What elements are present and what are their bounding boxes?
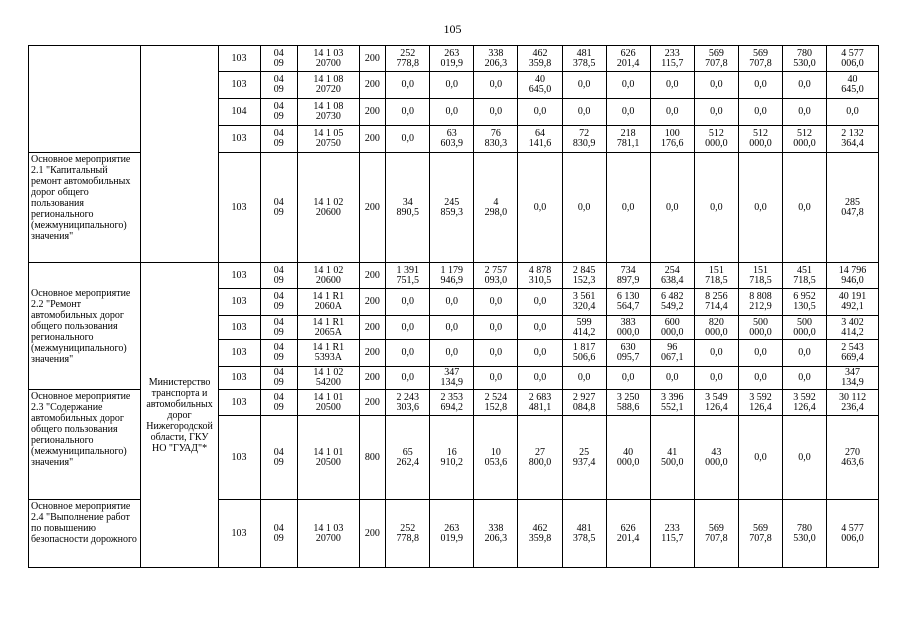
organization-cell: Министерство транспорта и автомобильных дорог Нижегородской области, ГКУ НО "ГУАД"* — [141, 263, 218, 568]
table-cell: 2 683 481,1 — [518, 390, 562, 416]
table-cell: 0,0 — [738, 99, 782, 126]
table-cell: 3 592 126,4 — [783, 390, 827, 416]
table-cell: 103 — [218, 500, 260, 568]
table-cell: 0,0 — [562, 153, 606, 263]
table-cell: 0,0 — [386, 72, 430, 99]
table-cell: 14 1 R1 2065А — [297, 316, 359, 340]
table-cell: 14 1 01 20500 — [297, 416, 359, 500]
table-cell: 40 645,0 — [518, 72, 562, 99]
table-cell: 0,0 — [562, 72, 606, 99]
table-cell: 0,0 — [606, 367, 650, 390]
table-cell: 0,0 — [386, 99, 430, 126]
table-cell: 3 250 588,6 — [606, 390, 650, 416]
table-cell: 233 115,7 — [650, 46, 694, 72]
table-cell: 512 000,0 — [738, 126, 782, 153]
table-cell: 626 201,4 — [606, 500, 650, 568]
table-cell: 103 — [218, 72, 260, 99]
table-cell: 569 707,8 — [738, 500, 782, 568]
table-cell: 512 000,0 — [694, 126, 738, 153]
table-cell: 481 378,5 — [562, 500, 606, 568]
table-cell: 200 — [359, 99, 385, 126]
table-cell: 103 — [218, 46, 260, 72]
table-cell: 462 359,8 — [518, 46, 562, 72]
table-cell: 16 910,2 — [430, 416, 474, 500]
table-cell: 65 262,4 — [386, 416, 430, 500]
table-cell: 103 — [218, 340, 260, 367]
description-m24: Основное мероприятие 2.4 "Выполнение работ по повышению безопасности дорожного — [29, 500, 141, 568]
table-cell: 0,0 — [518, 99, 562, 126]
table-cell: 40 000,0 — [606, 416, 650, 500]
table-cell: 200 — [359, 316, 385, 340]
table-cell: 6 130 564,7 — [606, 289, 650, 316]
table-cell: 569 707,8 — [694, 46, 738, 72]
table-cell: 0,0 — [783, 153, 827, 263]
table-cell: 14 1 03 20700 — [297, 46, 359, 72]
table-cell: 04 09 — [260, 263, 297, 289]
table-cell: 0,0 — [783, 367, 827, 390]
table-cell: 462 359,8 — [518, 500, 562, 568]
table-cell: 0,0 — [474, 340, 518, 367]
table-cell: 451 718,5 — [783, 263, 827, 289]
table-cell: 14 1 02 20600 — [297, 263, 359, 289]
table-cell: 0,0 — [694, 153, 738, 263]
table-cell: 270 463,6 — [827, 416, 879, 500]
description-m22: Основное мероприятие 2.2 "Ремонт автомобильных дорог общего пользования регионального (межмуниципального) значения" — [29, 263, 141, 390]
table-cell: 252 778,8 — [386, 500, 430, 568]
table-cell: 0,0 — [474, 289, 518, 316]
table-cell: 500 000,0 — [783, 316, 827, 340]
table-cell: 14 1 08 20730 — [297, 99, 359, 126]
table-cell: 233 115,7 — [650, 500, 694, 568]
table-cell: 0,0 — [783, 416, 827, 500]
table-cell: 2 524 152,8 — [474, 390, 518, 416]
table-cell: 0,0 — [694, 72, 738, 99]
table-cell: 151 718,5 — [694, 263, 738, 289]
table-cell: 10 053,6 — [474, 416, 518, 500]
table-cell: 0,0 — [783, 340, 827, 367]
table-cell: 14 1 08 20720 — [297, 72, 359, 99]
table-cell: 6 482 549,2 — [650, 289, 694, 316]
table-cell: 0,0 — [827, 99, 879, 126]
table-cell: 0,0 — [518, 316, 562, 340]
description-m23: Основное мероприятие 2.3 "Содержание автомобильных дорог общего пользования регионального (межмуниципального) значения" — [29, 390, 141, 500]
table-cell: 0,0 — [694, 367, 738, 390]
table-cell: 30 112 236,4 — [827, 390, 879, 416]
table-cell: 245 859,3 — [430, 153, 474, 263]
table-cell: 151 718,5 — [738, 263, 782, 289]
table-cell: 72 830,9 — [562, 126, 606, 153]
table-cell: 3 592 126,4 — [738, 390, 782, 416]
table-cell: 25 937,4 — [562, 416, 606, 500]
table-cell: 780 530,0 — [783, 500, 827, 568]
table-cell: 04 09 — [260, 367, 297, 390]
table-cell: 1 391 751,5 — [386, 263, 430, 289]
table-cell: 0,0 — [430, 99, 474, 126]
table-cell: 0,0 — [474, 99, 518, 126]
table-cell: 481 378,5 — [562, 46, 606, 72]
table-cell: 200 — [359, 263, 385, 289]
table-cell: 599 414,2 — [562, 316, 606, 340]
table-cell: 0,0 — [386, 367, 430, 390]
table-cell: 800 — [359, 416, 385, 500]
table-cell: 103 — [218, 126, 260, 153]
table-cell: 569 707,8 — [738, 46, 782, 72]
table-cell: 0,0 — [606, 153, 650, 263]
table-cell: 0,0 — [650, 367, 694, 390]
table-cell: 200 — [359, 367, 385, 390]
table-cell: 0,0 — [474, 72, 518, 99]
table-cell: 40 191 492,1 — [827, 289, 879, 316]
table-cell: 3 561 320,4 — [562, 289, 606, 316]
page-number: 105 — [443, 22, 462, 36]
table-cell: 4 577 006,0 — [827, 500, 879, 568]
table-cell: 200 — [359, 126, 385, 153]
table-cell: 43 000,0 — [694, 416, 738, 500]
table-cell: 0,0 — [562, 367, 606, 390]
table-cell: 338 206,3 — [474, 500, 518, 568]
description-cell-blank — [29, 46, 141, 153]
table-cell: 0,0 — [694, 99, 738, 126]
description-m21: Основное мероприятие 2.1 "Капитальный ремонт автомобильных дорог общего пользования регионального (межмуниципального) значения" — [29, 153, 141, 263]
table-cell: 2 927 084,8 — [562, 390, 606, 416]
table-cell: 2 543 669,4 — [827, 340, 879, 367]
table-cell: 0,0 — [474, 367, 518, 390]
table-cell: 3 549 126,4 — [694, 390, 738, 416]
table-cell: 0,0 — [606, 72, 650, 99]
table-cell: 780 530,0 — [783, 46, 827, 72]
table-cell: 347 134,9 — [430, 367, 474, 390]
table-cell: 41 500,0 — [650, 416, 694, 500]
table-cell: 263 019,9 — [430, 46, 474, 72]
table-cell: 103 — [218, 153, 260, 263]
table-cell: 0,0 — [386, 316, 430, 340]
table-cell: 0,0 — [518, 153, 562, 263]
table-cell: 14 1 R1 2060А — [297, 289, 359, 316]
table-cell: 200 — [359, 390, 385, 416]
table-cell: 8 256 714,4 — [694, 289, 738, 316]
table-cell: 0,0 — [430, 72, 474, 99]
table-cell: 0,0 — [783, 72, 827, 99]
table-cell: 0,0 — [562, 99, 606, 126]
table-cell: 14 796 946,0 — [827, 263, 879, 289]
table-cell: 04 09 — [260, 289, 297, 316]
table-cell: 0,0 — [606, 99, 650, 126]
table-cell: 0,0 — [386, 289, 430, 316]
table-cell: 0,0 — [738, 367, 782, 390]
table-cell: 512 000,0 — [783, 126, 827, 153]
table-cell: 103 — [218, 416, 260, 500]
table-cell: 500 000,0 — [738, 316, 782, 340]
table-cell: 14 1 05 20750 — [297, 126, 359, 153]
table-cell: 285 047,8 — [827, 153, 879, 263]
table-cell: 64 141,6 — [518, 126, 562, 153]
table-cell: 0,0 — [783, 99, 827, 126]
table-cell: 252 778,8 — [386, 46, 430, 72]
table-cell: 2 243 303,6 — [386, 390, 430, 416]
table-cell: 04 09 — [260, 316, 297, 340]
table-cell: 27 800,0 — [518, 416, 562, 500]
table-cell: 0,0 — [518, 340, 562, 367]
budget-table — [28, 45, 879, 568]
table-cell: 0,0 — [474, 316, 518, 340]
table-cell: 2 132 364,4 — [827, 126, 879, 153]
table-cell: 630 095,7 — [606, 340, 650, 367]
table-cell: 04 09 — [260, 126, 297, 153]
table-cell: 04 09 — [260, 390, 297, 416]
table-cell: 0,0 — [518, 367, 562, 390]
table-cell: 3 402 414,2 — [827, 316, 879, 340]
table-row — [29, 46, 879, 72]
table-cell: 103 — [218, 263, 260, 289]
table-cell: 103 — [218, 367, 260, 390]
table-cell: 0,0 — [738, 416, 782, 500]
table-cell: 04 09 — [260, 416, 297, 500]
table-cell: 04 09 — [260, 153, 297, 263]
table-cell: 0,0 — [738, 72, 782, 99]
table-cell: 734 897,9 — [606, 263, 650, 289]
table-row — [29, 263, 879, 289]
table-cell: 200 — [359, 72, 385, 99]
table-cell: 383 000,0 — [606, 316, 650, 340]
table-cell: 0,0 — [430, 316, 474, 340]
table-cell: 04 09 — [260, 500, 297, 568]
table-cell: 63 603,9 — [430, 126, 474, 153]
table-cell: 0,0 — [650, 99, 694, 126]
table-cell: 2 845 152,3 — [562, 263, 606, 289]
table-cell: 0,0 — [650, 153, 694, 263]
table-cell: 4 577 006,0 — [827, 46, 879, 72]
table-cell: 6 952 130,5 — [783, 289, 827, 316]
table-cell: 103 — [218, 390, 260, 416]
table-cell: 3 396 552,1 — [650, 390, 694, 416]
table-cell: 103 — [218, 289, 260, 316]
table-cell: 0,0 — [430, 289, 474, 316]
table-cell: 100 176,6 — [650, 126, 694, 153]
table-cell: 0,0 — [386, 340, 430, 367]
table-cell: 200 — [359, 153, 385, 263]
table-cell: 2 353 694,2 — [430, 390, 474, 416]
table-cell: 14 1 R1 5393А — [297, 340, 359, 367]
table-cell: 0,0 — [694, 340, 738, 367]
table-cell: 34 890,5 — [386, 153, 430, 263]
table-cell: 218 781,1 — [606, 126, 650, 153]
table-cell: 347 134,9 — [827, 367, 879, 390]
table-cell: 14 1 03 20700 — [297, 500, 359, 568]
table-cell: 04 09 — [260, 340, 297, 367]
table-cell: 14 1 02 20600 — [297, 153, 359, 263]
table-cell: 0,0 — [650, 72, 694, 99]
table-cell: 103 — [218, 316, 260, 340]
table-cell: 0,0 — [386, 126, 430, 153]
table-cell: 1 817 506,6 — [562, 340, 606, 367]
table-cell: 4 298,0 — [474, 153, 518, 263]
table-cell: 820 000,0 — [694, 316, 738, 340]
table-cell: 626 201,4 — [606, 46, 650, 72]
table-cell: 14 1 01 20500 — [297, 390, 359, 416]
table-cell: 0,0 — [738, 153, 782, 263]
table-cell: 338 206,3 — [474, 46, 518, 72]
table-cell: 200 — [359, 340, 385, 367]
table-cell: 104 — [218, 99, 260, 126]
table-cell: 0,0 — [430, 340, 474, 367]
table-cell: 14 1 02 54200 — [297, 367, 359, 390]
organization-blank — [141, 46, 218, 263]
table-cell: 96 067,1 — [650, 340, 694, 367]
table-cell: 1 179 946,9 — [430, 263, 474, 289]
table-cell: 600 000,0 — [650, 316, 694, 340]
table-cell: 569 707,8 — [694, 500, 738, 568]
table-cell: 263 019,9 — [430, 500, 474, 568]
table-cell: 0,0 — [518, 289, 562, 316]
table-cell: 200 — [359, 289, 385, 316]
table-cell: 40 645,0 — [827, 72, 879, 99]
table-cell: 76 830,3 — [474, 126, 518, 153]
table-cell: 04 09 — [260, 46, 297, 72]
table-cell: 8 808 212,9 — [738, 289, 782, 316]
table-cell: 2 757 093,0 — [474, 263, 518, 289]
table-cell: 200 — [359, 500, 385, 568]
table-cell: 04 09 — [260, 72, 297, 99]
table-cell: 254 638,4 — [650, 263, 694, 289]
table-cell: 4 878 310,5 — [518, 263, 562, 289]
table-cell: 200 — [359, 46, 385, 72]
table-cell: 0,0 — [738, 340, 782, 367]
table-cell: 04 09 — [260, 99, 297, 126]
